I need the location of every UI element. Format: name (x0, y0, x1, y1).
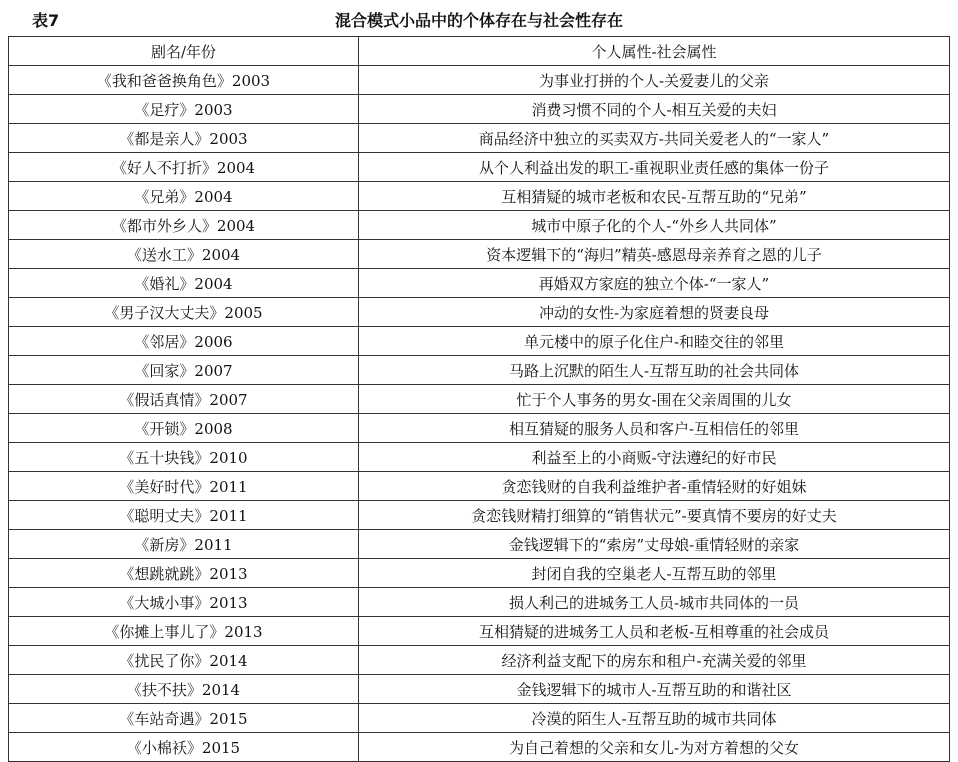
cell-attributes: 封闭自我的空巢老人-互帮互助的邻里 (359, 559, 950, 588)
cell-title-year: 《男子汉大丈夫》2005 (9, 298, 359, 327)
cell-attributes: 消费习惯不同的个人-相互关爱的夫妇 (359, 95, 950, 124)
table-row (9, 530, 950, 559)
cell-title-year: 《足疗》2003 (9, 95, 359, 124)
table-row (9, 327, 950, 356)
cell-title-year: 《假话真情》2007 (9, 385, 359, 414)
table-row (9, 66, 950, 95)
table-row (9, 675, 950, 704)
cell-title-year: 《扶不扶》2014 (9, 675, 359, 704)
cell-attributes: 互相猜疑的城市老板和农民-互帮互助的“兄弟” (359, 182, 950, 211)
cell-title-year: 《你摊上事儿了》2013 (9, 617, 359, 646)
cell-title-year: 《车站奇遇》2015 (9, 704, 359, 733)
table-row (9, 211, 950, 240)
table-row (9, 240, 950, 269)
table-row (9, 559, 950, 588)
cell-attributes: 再婚双方家庭的独立个体-“一家人” (359, 269, 950, 298)
cell-attributes: 资本逻辑下的“海归”精英-感恩母亲养育之恩的儿子 (359, 240, 950, 269)
cell-attributes: 金钱逻辑下的“索房”丈母娘-重情轻财的亲家 (359, 530, 950, 559)
cell-attributes: 利益至上的小商贩-守法遵纪的好市民 (359, 443, 950, 472)
cell-attributes: 从个人利益出发的职工-重视职业责任感的集体一份子 (359, 153, 950, 182)
table-row (9, 95, 950, 124)
table-body (9, 66, 950, 762)
cell-title-year: 《美好时代》2011 (9, 472, 359, 501)
cell-attributes: 冲动的女性-为家庭着想的贤妻良母 (359, 298, 950, 327)
cell-attributes: 贪恋钱财精打细算的“销售状元”-要真情不要房的好丈夫 (359, 501, 950, 530)
cell-attributes: 忙于个人事务的男女-围在父亲周围的儿女 (359, 385, 950, 414)
table-row (9, 733, 950, 762)
cell-attributes: 贪恋钱财的自我利益维护者-重情轻财的好姐妹 (359, 472, 950, 501)
table-row (9, 356, 950, 385)
cell-title-year: 《回家》2007 (9, 356, 359, 385)
cell-title-year: 《想跳就跳》2013 (9, 559, 359, 588)
cell-attributes: 马路上沉默的陌生人-互帮互助的社会共同体 (359, 356, 950, 385)
table-row (9, 646, 950, 675)
cell-attributes: 为自己着想的父亲和女儿-为对方着想的父女 (359, 733, 950, 762)
table-row (9, 269, 950, 298)
table-row (9, 182, 950, 211)
cell-attributes: 相互猜疑的服务人员和客户-互相信任的邻里 (359, 414, 950, 443)
cell-attributes: 城市中原子化的个人-“外乡人共同体” (359, 211, 950, 240)
cell-title-year: 《送水工》2004 (9, 240, 359, 269)
cell-title-year: 《我和爸爸换角色》2003 (9, 66, 359, 95)
cell-title-year: 《邻居》2006 (9, 327, 359, 356)
cell-title-year: 《都是亲人》2003 (9, 124, 359, 153)
cell-title-year: 《开锁》2008 (9, 414, 359, 443)
table-row (9, 704, 950, 733)
table-caption (0, 4, 958, 34)
data-table (8, 36, 950, 762)
cell-title-year: 《好人不打折》2004 (9, 153, 359, 182)
cell-attributes: 经济利益支配下的房东和租户-充满关爱的邻里 (359, 646, 950, 675)
cell-title-year: 《聪明丈夫》2011 (9, 501, 359, 530)
table-row (9, 385, 950, 414)
cell-title-year: 《新房》2011 (9, 530, 359, 559)
cell-title-year: 《扰民了你》2014 (9, 646, 359, 675)
cell-title-year: 《小棉袄》2015 (9, 733, 359, 762)
table-row (9, 501, 950, 530)
table-row (9, 443, 950, 472)
header-row (9, 37, 950, 66)
cell-title-year: 《大城小事》2013 (9, 588, 359, 617)
cell-title-year: 《都市外乡人》2004 (9, 211, 359, 240)
cell-attributes: 金钱逻辑下的城市人-互帮互助的和谐社区 (359, 675, 950, 704)
table-row (9, 414, 950, 443)
cell-attributes: 冷漠的陌生人-互帮互助的城市共同体 (359, 704, 950, 733)
cell-attributes: 互相猜疑的进城务工人员和老板-互相尊重的社会成员 (359, 617, 950, 646)
cell-title-year: 《婚礼》2004 (9, 269, 359, 298)
cell-title-year: 《兄弟》2004 (9, 182, 359, 211)
cell-title-year: 《五十块钱》2010 (9, 443, 359, 472)
cell-attributes: 商品经济中独立的买卖双方-共同关爱老人的“一家人” (359, 124, 950, 153)
table-row (9, 617, 950, 646)
table-title: 混合模式小品中的个体存在与社会性存在 (334, 11, 623, 30)
table-row (9, 153, 950, 182)
table-number: 表7 (32, 11, 60, 30)
cell-attributes: 单元楼中的原子化住户-和睦交往的邻里 (359, 327, 950, 356)
table-row (9, 588, 950, 617)
cell-attributes: 为事业打拼的个人-关爱妻儿的父亲 (359, 66, 950, 95)
table-row (9, 298, 950, 327)
table-row (9, 124, 950, 153)
column-header-title-year: 剧名/年份 (9, 37, 359, 66)
table-row (9, 472, 950, 501)
column-header-attributes: 个人属性-社会属性 (359, 37, 950, 66)
cell-attributes: 损人利己的进城务工人员-城市共同体的一员 (359, 588, 950, 617)
